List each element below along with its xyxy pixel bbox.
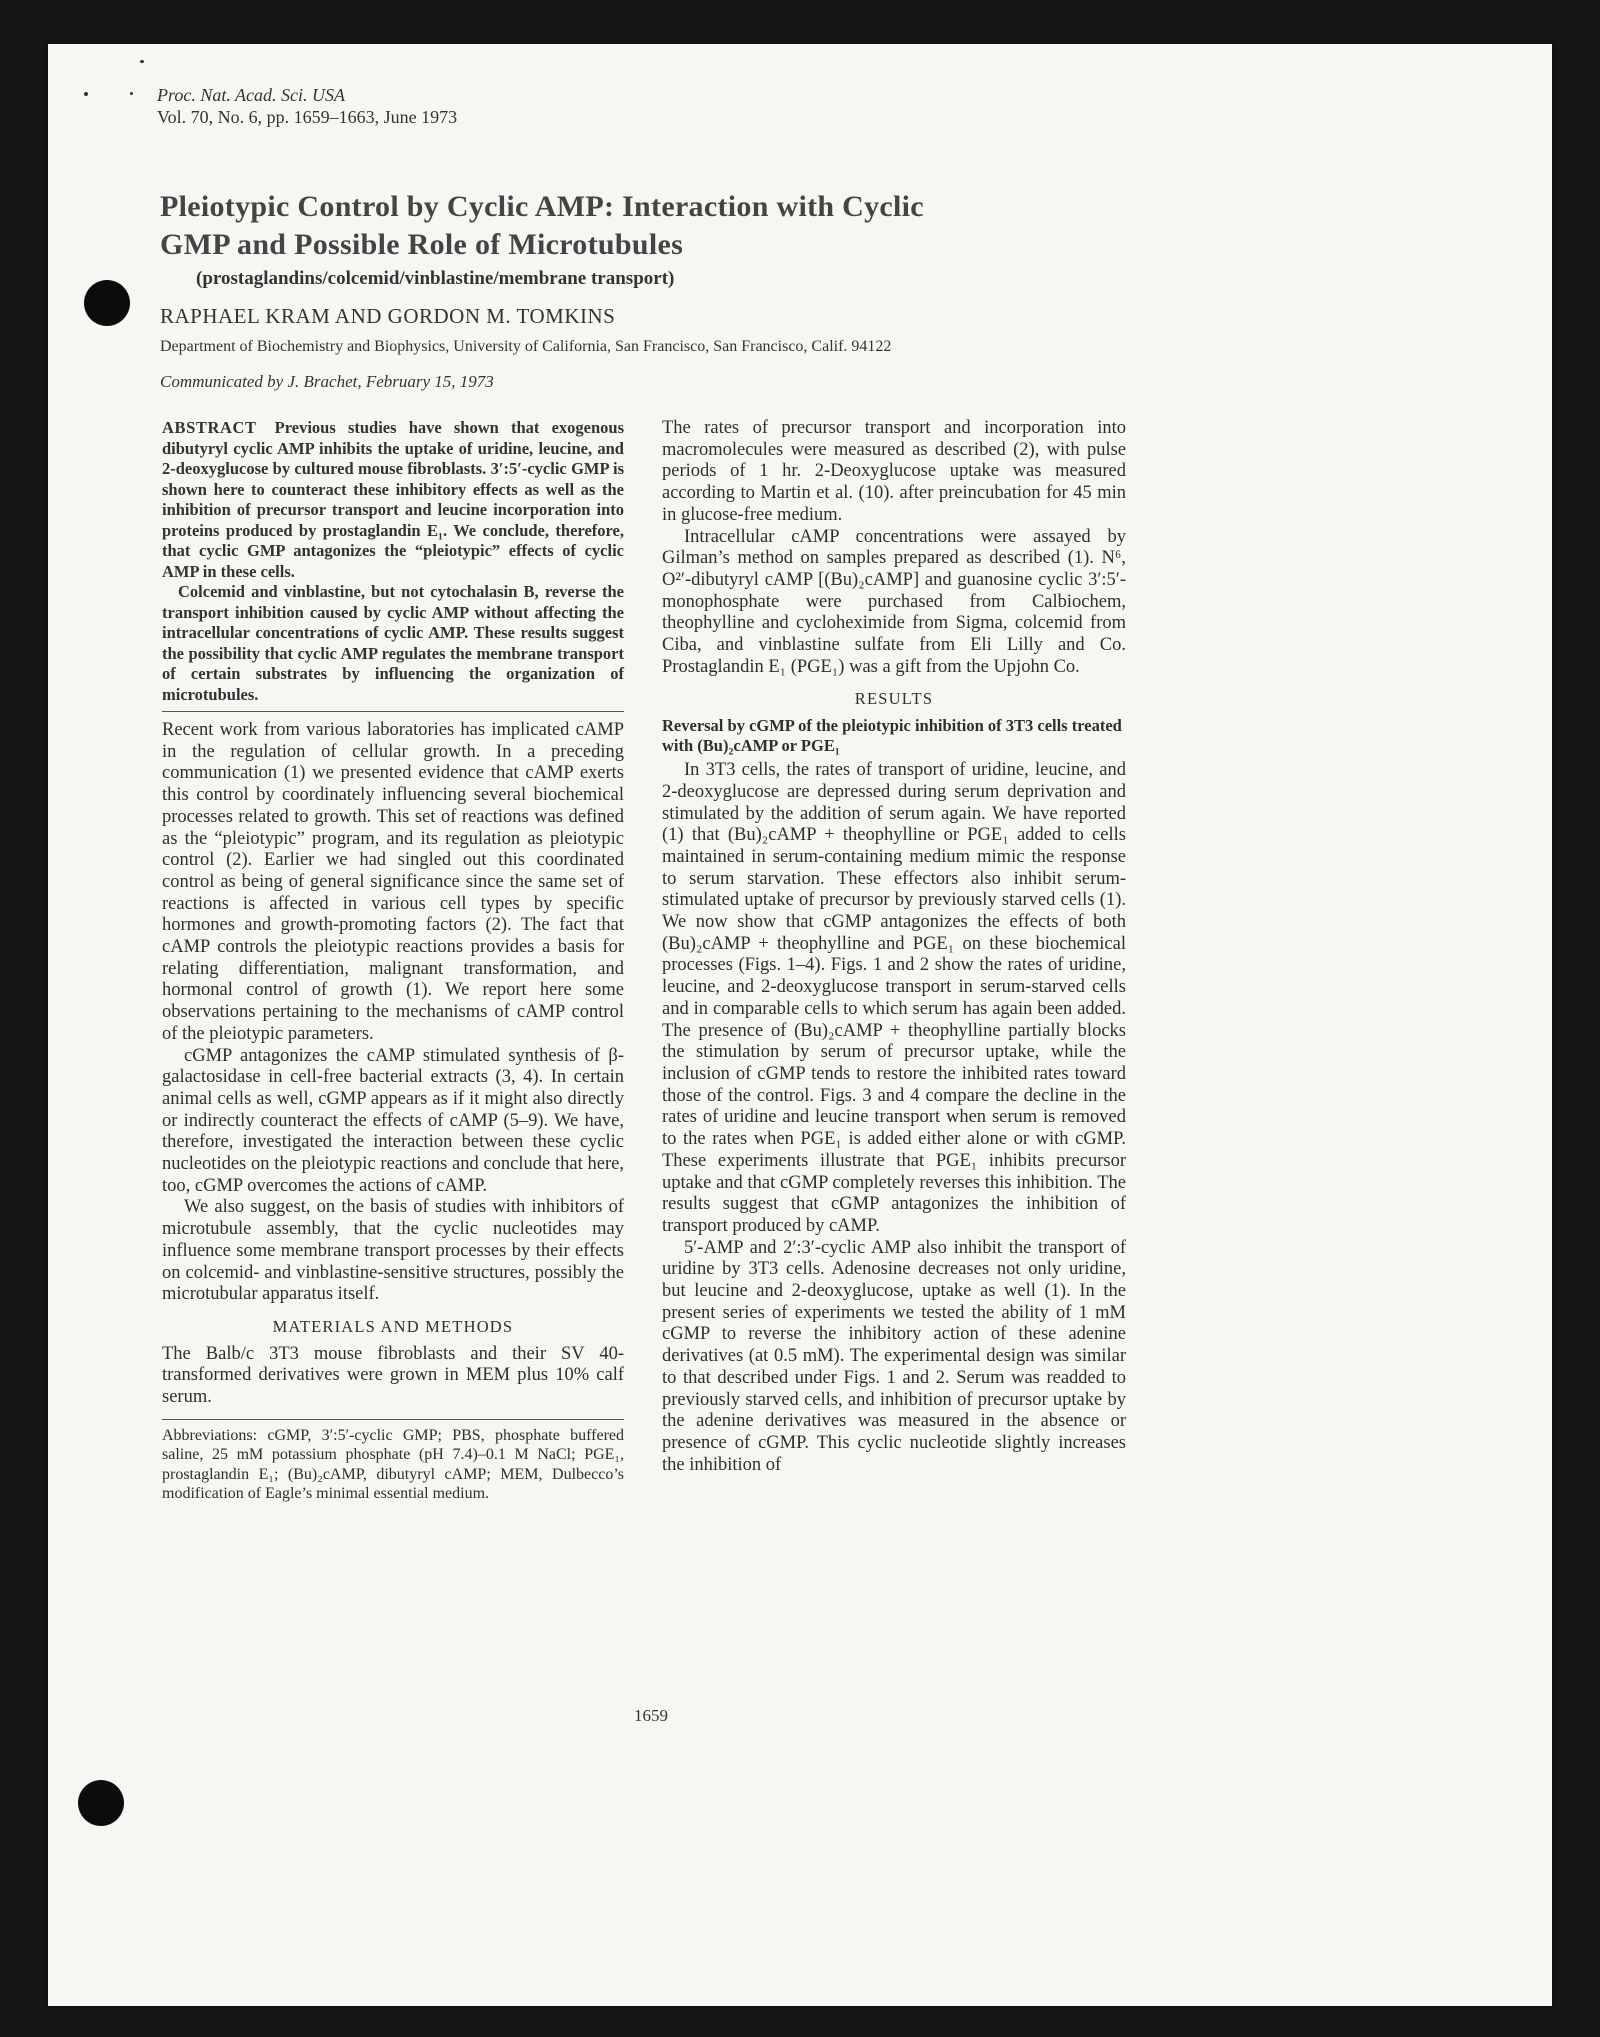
abstract-divider [162, 711, 624, 712]
results-subheading: Reversal by cGMP of the pleiotypic inhibition of 3T3 cells treated with (Bu)₂cAMP or PGE₁ [662, 716, 1122, 756]
journal-volume: Vol. 70, No. 6, pp. 1659–1663, June 1973 [157, 107, 458, 127]
journal-name: Proc. Nat. Acad. Sci. USA [157, 85, 345, 105]
punch-hole-top [84, 280, 130, 326]
abstract-heading: ABSTRACT [162, 418, 257, 437]
article-keywords: (prostaglandins/colcemid/vinblastine/membrane transport) [196, 268, 675, 289]
right-column [662, 418, 1126, 1476]
left-column [162, 418, 624, 1504]
abstract-paragraph-2: Colcemid and vinblastine, but not cytochalasin B, reverse the transport inhibition caused by cyclic AMP without affecting the intracellular concentrations of cyclic AMP. These results suggest the possibility that cyclic AMP regulates the membrane transport of certain substrates by influencing the organization of microtubules. [162, 582, 624, 704]
article-authors: RAPHAEL KRAM AND GORDON M. TOMKINS [160, 304, 616, 328]
paper-speck [140, 60, 144, 63]
abstract-text-1: Previous studies have shown that exogenous dibutyryl cyclic AMP inhibits the uptake of uridine, leucine, and 2-deoxyglucose by cultured mouse fibroblasts. 3′:5′-cyclic GMP is shown here to counteract these inhibitory effects as well as the inhibition of precursor transport and leucine incorporation into proteins produced by prostaglandin E₁. We conclude, therefore, that cyclic GMP antagonizes the “pleiotypic” effects of cyclic AMP in these cells. [162, 418, 624, 581]
article-affiliation: Department of Biochemistry and Biophysics, University of California, San Francisco, San Francisco, Calif. 94122 [160, 338, 892, 355]
journal-header [157, 84, 457, 128]
paper-speck [130, 92, 133, 95]
page-number: 1659 [634, 1706, 668, 1725]
results-paragraph-2: 5′-AMP and 2′:3′-cyclic AMP also inhibit the transport of uridine by 3T3 cells. Adenosine decreases not only uridine, but leucine and 2-deoxyglucose, uptake as well (1). In the present series of experiments we tested the ability of 1 mM cGMP to reverse the inhibitory action of these adenine derivatives (at 0.5 mM). The experimental design was similar to that described under Figs. 1 and 2. Serum was readded to previously starved cells, and inhibition of precursor uptake by the adenine derivatives was measured in the absence or presence of cGMP. This cyclic nucleotide slightly increases the inhibition of [662, 1237, 1126, 1475]
abstract-paragraph-1 [162, 418, 624, 582]
punch-hole-bottom [78, 1780, 124, 1826]
paper-speck [84, 92, 88, 96]
abbreviations-footnote: Abbreviations: cGMP, 3′:5′-cyclic GMP; PBS, phosphate buffered saline, 25 mM potassium phosphate (pH 7.4)–0.1 M NaCl; PGE₁, prostaglandin E₁; (Bu)₂cAMP, dibutyryl cAMP; MEM, Dulbecco’s modification of Eagle’s minimal essential medium. [162, 1426, 624, 1503]
article-title: Pleiotypic Control by Cyclic AMP: Interaction with Cyclic GMP and Possible Role of Microtubules [160, 190, 924, 261]
methods-paragraph-3: Intracellular cAMP concentrations were assayed by Gilman’s method on samples prepared as described (1). N⁶, O²′-dibutyryl cAMP [(Bu)₂cAMP] and guanosine cyclic 3′:5′-monophosphate were purchased from Calbiochem, theophylline and cycloheximide from Sigma, colcemid from Ciba, and vinblastine sulfate from Eli Lilly and Co. Prostaglandin E₁ (PGE₁) was a gift from the Upjohn Co. [662, 526, 1126, 677]
results-paragraph-1: In 3T3 cells, the rates of transport of uridine, leucine, and 2-deoxyglucose are depressed during serum deprivation and stimulated by the addition of serum again. We have reported (1) that (Bu)₂cAMP + theophylline or PGE₁ added to cells maintained in serum-containing medium mimic the response to serum starvation. These effectors also inhibit serum-stimulated uptake of precursor by previously starved cells (1). We now show that cGMP antagonizes the effects of both (Bu)₂cAMP + theophylline and PGE₁ on these biochemical processes (Figs. 1–4). Figs. 1 and 2 show the rates of uridine, leucine, and 2-deoxyglucose transport in serum-starved cells and in comparable cells to which serum has again been added. The presence of (Bu)₂cAMP + theophylline partially blocks the stimulation by serum of precursor uptake, while the inclusion of cGMP tends to restore the inhibited rates toward those of the control. Figs. 3 and 4 compare the decline in the rates of uridine and leucine transport when serum is removed to the rates when PGE₁ is added either alone or with cGMP. These experiments illustrate that PGE₁ inhibits precursor uptake and that cGMP completely reverses this inhibition. The results suggest that cGMP antagonizes the inhibition of transport produced by cAMP. [662, 760, 1126, 1236]
methods-paragraph-2: The rates of precursor transport and incorporation into macromolecules were measured as described (2), with pulse periods of 1 hr. 2-Deoxyglucose uptake was measured according to Martin et al. (10). after preincubation for 45 min in glucose-free medium. [662, 418, 1126, 525]
intro-paragraph-2: cGMP antagonizes the cAMP stimulated synthesis of β-galactosidase in cell-free bacterial extracts (3, 4). In certain animal cells as well, cGMP appears as if it might also directly or indirectly counteract the effects of cAMP (5–9). We have, therefore, investigated the interaction between these cyclic nucleotides on the pleiotypic reactions and conclude that here, too, cGMP overcomes the actions of cAMP. [162, 1045, 624, 1196]
communicated-by: Communicated by J. Brachet, February 15, 1973 [160, 372, 494, 391]
intro-paragraph-3: We also suggest, on the basis of studies with inhibitors of microtubule assembly, that the cyclic nucleotides may influence some membrane transport processes by their effects on colcemid- and vinblastine-sensitive structures, possibly the microtubular apparatus itself. [162, 1197, 624, 1305]
abstract [162, 418, 624, 705]
results-heading: RESULTS [854, 689, 934, 709]
footnote-divider [162, 1419, 624, 1420]
methods-paragraph-1: The Balb/c 3T3 mouse fibroblasts and their SV 40-transformed derivatives were grown in MEM plus 10% calf serum. [162, 1343, 624, 1408]
methods-heading: MATERIALS AND METHODS [272, 1316, 514, 1336]
intro-paragraph-1: Recent work from various laboratories has implicated cAMP in the regulation of cellular growth. In a preceding communication (1) we presented evidence that cAMP exerts this control by coordinately influencing several biochemical processes related to growth. This set of reactions was defined as the “pleiotypic” program, and its regulation as pleiotypic control (2). Earlier we had singled out this coordinated control as being of general significance since the same set of reactions is affected in various cell types by specific hormones and growth-promoting factors (2). The fact that cAMP controls the pleiotypic reactions provides a basis for relating differentiation, malignant transformation, and hormonal control of growth (1). We report here some observations pertaining to the mechanisms of cAMP control of the pleiotypic parameters. [162, 720, 624, 1044]
